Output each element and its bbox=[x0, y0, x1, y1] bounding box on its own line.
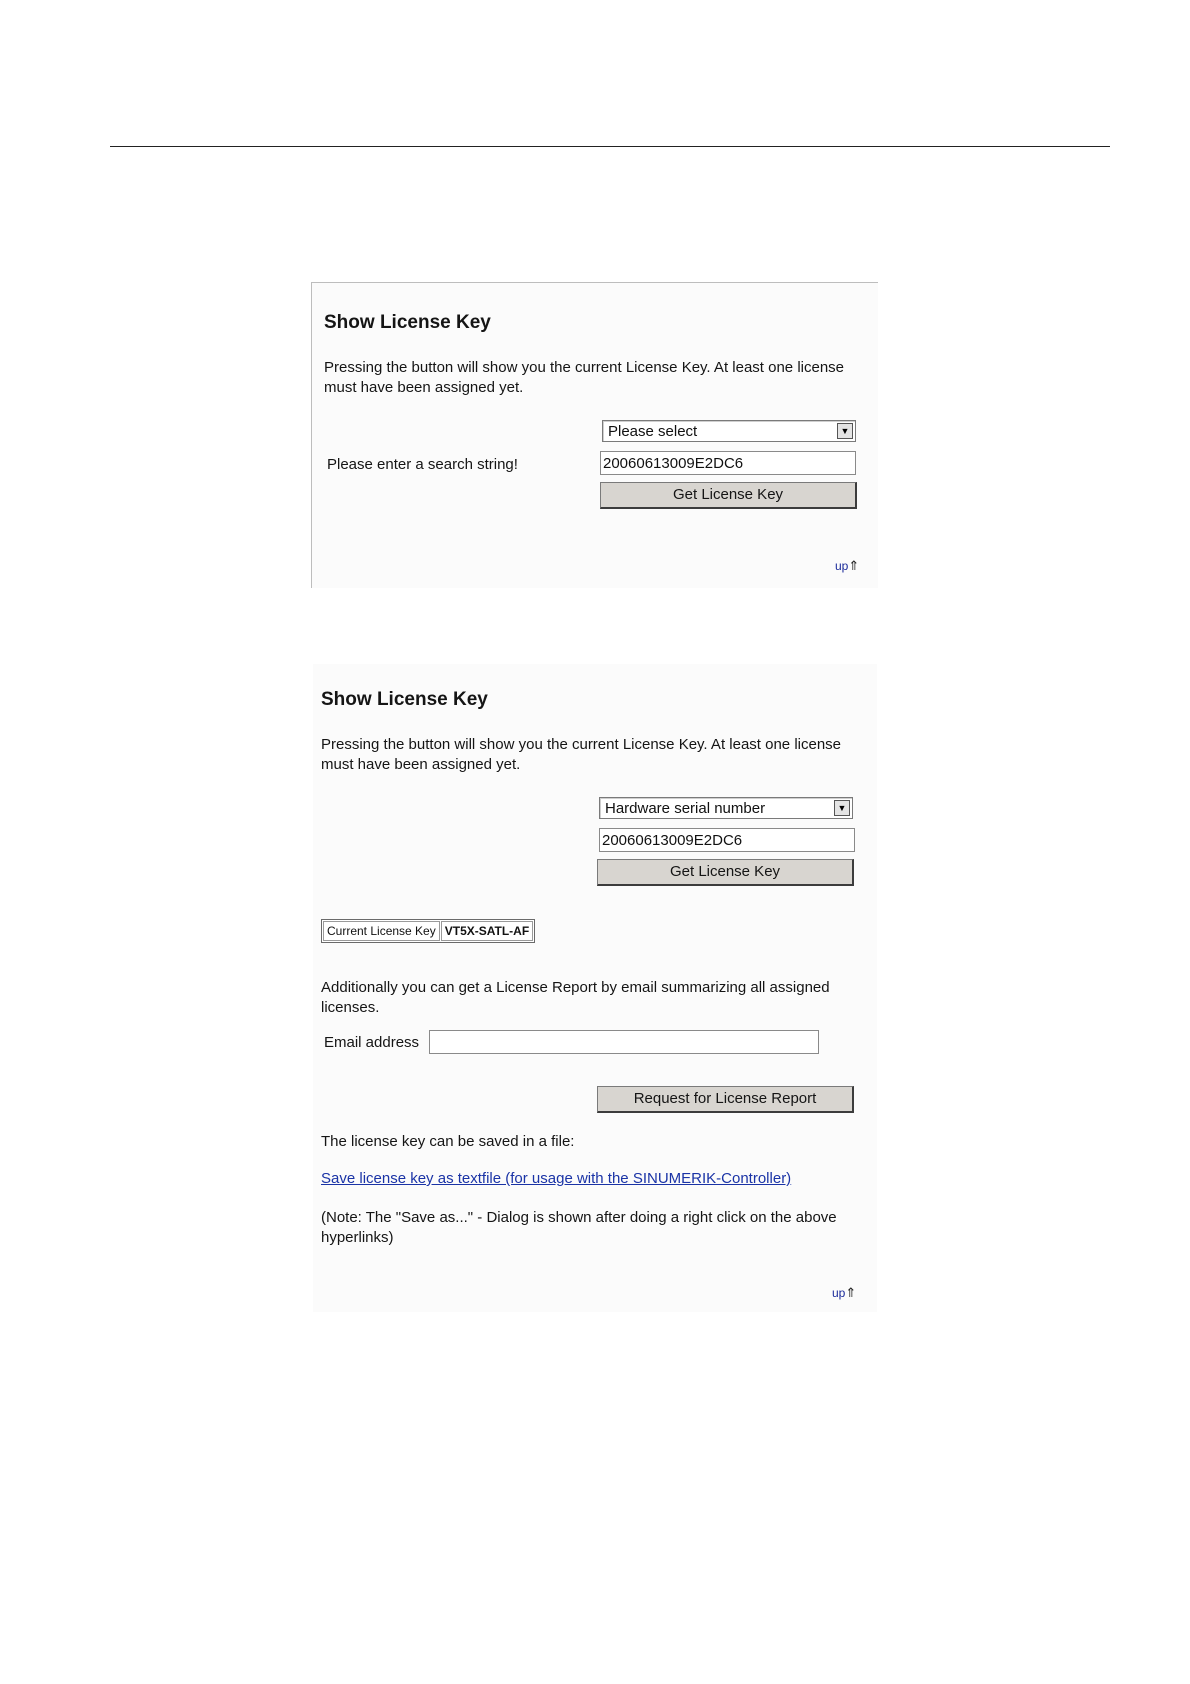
select-value: Hardware serial number bbox=[605, 800, 766, 817]
note-text: (Note: The "Save as..." - Dialog is shown after doing a right click on the above hyperlinks) bbox=[321, 1209, 837, 1246]
search-input[interactable] bbox=[599, 828, 855, 852]
request-license-report-button[interactable]: Request for License Report bbox=[597, 1086, 854, 1113]
save-text: The license key can be saved in a file: bbox=[321, 1133, 575, 1150]
panel-title: Show License Key bbox=[324, 312, 491, 333]
up-arrow-icon: ⇑ bbox=[848, 558, 860, 573]
up-link[interactable] bbox=[835, 558, 859, 574]
show-license-key-panel-result bbox=[313, 664, 877, 1312]
email-label: Email address bbox=[324, 1034, 420, 1051]
up-link-label: up bbox=[835, 559, 849, 573]
get-license-key-button[interactable]: Get License Key bbox=[600, 482, 857, 509]
chevron-down-icon[interactable]: ▼ bbox=[837, 423, 853, 439]
up-arrow-icon: ⇑ bbox=[845, 1285, 857, 1300]
up-link[interactable] bbox=[832, 1285, 856, 1301]
panel-description: Pressing the button will show you the current License Key. At least one license must have been assigned yet. bbox=[321, 736, 842, 773]
search-type-select[interactable] bbox=[602, 420, 856, 442]
search-type-select[interactable] bbox=[599, 797, 853, 819]
panel-description: Pressing the button will show you the current License Key. At least one license must have been assigned yet. bbox=[324, 359, 845, 396]
email-field[interactable] bbox=[429, 1030, 819, 1054]
up-link-label: up bbox=[832, 1286, 846, 1300]
search-input[interactable] bbox=[600, 451, 856, 475]
get-license-key-button[interactable]: Get License Key bbox=[597, 859, 854, 886]
search-label: Please enter a search string! bbox=[327, 456, 518, 473]
page-top-rule bbox=[110, 146, 1110, 147]
show-license-key-panel-initial bbox=[311, 282, 878, 588]
panel-title: Show License Key bbox=[321, 689, 488, 710]
license-key-value: VT5X-SATL-AF bbox=[441, 921, 533, 941]
license-key-label: Current License Key bbox=[323, 921, 440, 941]
table-row bbox=[323, 921, 533, 941]
save-license-key-link[interactable]: Save license key as textfile (for usage with the SINUMERIK-Controller) bbox=[321, 1170, 792, 1187]
current-license-key-table bbox=[321, 919, 535, 943]
report-description: Additionally you can get a License Report by email summarizing all assigned licenses. bbox=[321, 979, 830, 1016]
select-value: Please select bbox=[608, 423, 698, 440]
chevron-down-icon[interactable]: ▼ bbox=[834, 800, 850, 816]
